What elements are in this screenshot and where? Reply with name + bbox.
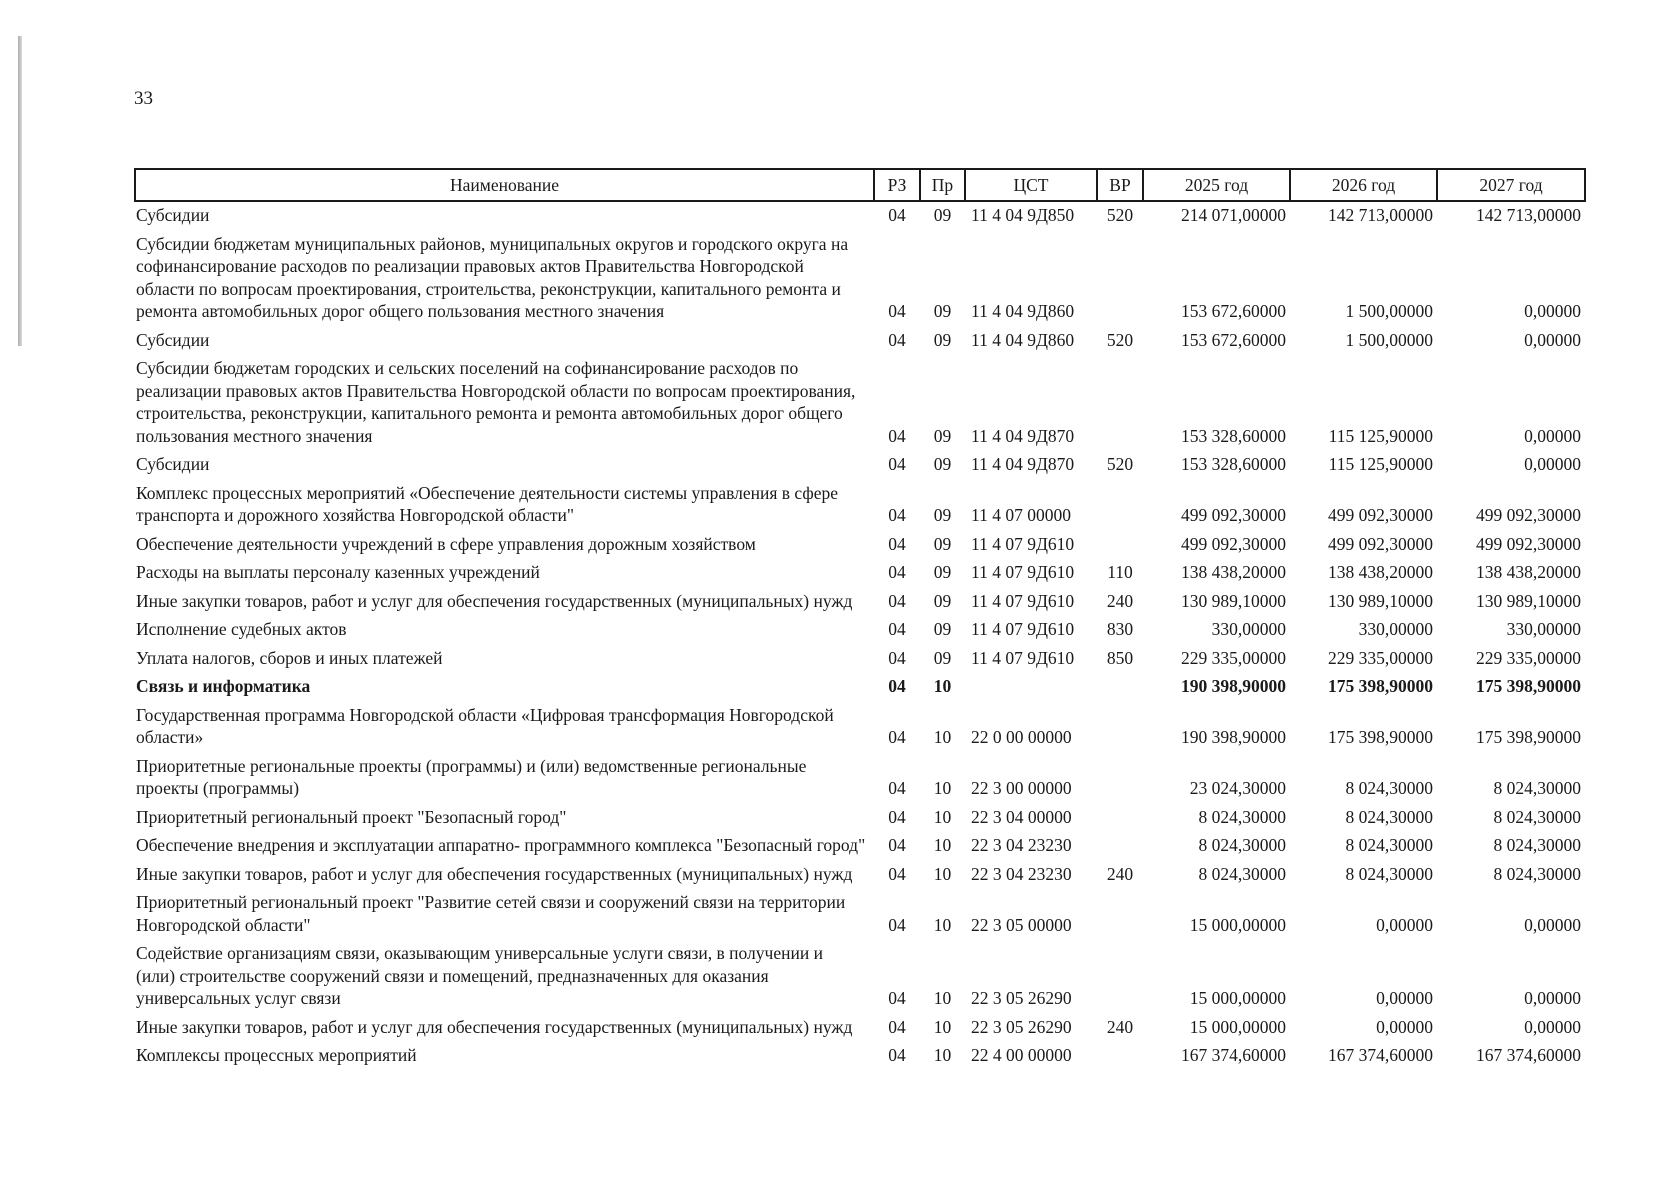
row-pr: 09 [933,647,952,668]
row-pr: 10 [933,835,952,855]
row-name: Уплата налогов, сборов и иных платежей [136,647,443,668]
row-2025: 130 989,10000 [1181,590,1286,611]
row-rz: 04 [888,835,906,855]
header-name: Наименование [135,169,874,201]
header-2025: 2025 год [1143,169,1290,201]
scan-edge [18,36,22,346]
row-rz: 04 [888,988,906,1008]
row-2026: 330,00000 [1358,619,1433,639]
row-2027: 499 092,30000 [1476,505,1581,525]
row-2027: 0,00000 [1524,425,1581,446]
row-vr [1097,531,1143,560]
row-name: Расходы на выплаты персоналу казенных учреждений [136,562,540,582]
row-vr: 850 [1106,647,1134,668]
row-rz: 04 [888,562,906,582]
row-rz: 04 [888,301,906,321]
row-vr [1097,753,1143,804]
row-rz: 04 [888,425,906,446]
row-rz: 04 [888,727,906,747]
row-pr: 10 [933,778,952,798]
row-2025: 190 398,90000 [1181,676,1286,696]
row-vr: 240 [1106,590,1134,611]
row-2025: 153 672,60000 [1181,329,1286,350]
row-2026: 8 024,30000 [1345,835,1433,855]
row-2025: 190 398,90000 [1181,727,1286,747]
row-rz: 04 [888,1045,906,1065]
row-rz: 04 [888,619,906,639]
row-rz: 04 [888,505,906,525]
row-2025: 153 328,60000 [1181,454,1286,474]
row-pr: 10 [933,1045,952,1065]
row-cst: 11 4 04 9Д870 [971,425,1075,446]
row-2027: 142 713,00000 [1476,205,1581,225]
table-row [135,861,1585,890]
table-row [135,1042,1585,1071]
row-2026: 167 374,60000 [1328,1045,1433,1065]
table-row [135,480,1585,531]
row-pr: 10 [933,988,952,1008]
row-2025: 8 024,30000 [1198,835,1286,855]
row-name: Государственная программа Новгородской области «Цифровая трансформация Новгородской области» [136,704,834,747]
row-2025: 15 000,00000 [1189,988,1286,1008]
row-vr: 830 [1106,619,1134,639]
row-vr [1097,889,1143,940]
header-vr: ВР [1097,169,1143,201]
table-row [135,355,1585,451]
row-cst: 22 3 05 26290 [971,1016,1072,1037]
row-cst: 22 3 04 00000 [971,806,1072,827]
row-rz: 04 [888,806,906,827]
row-vr: 520 [1106,205,1134,225]
row-2025: 15 000,00000 [1189,1016,1286,1037]
row-rz: 04 [888,863,906,884]
row-2026: 229 335,00000 [1328,647,1433,668]
table-row [135,201,1585,231]
table-header [135,169,1585,201]
header-rz: РЗ [874,169,920,201]
row-vr: 240 [1106,863,1134,884]
row-rz: 04 [888,454,906,474]
header-2026: 2026 год [1290,169,1437,201]
row-2027: 0,00000 [1524,301,1581,321]
row-2027: 330,00000 [1506,619,1581,639]
row-name: Содействие организациям связи, оказывающим универсальные услуги связи, в получении и (или) строительстве сооружений связи и помещений, предназначенных для оказания универсальных услуг связи [136,943,823,1008]
row-2026: 1 500,00000 [1345,329,1433,350]
row-pr: 10 [933,676,952,696]
row-rz: 04 [888,778,906,798]
row-cst: 11 4 04 9Д860 [971,329,1075,350]
row-vr [1097,480,1143,531]
row-2027: 8 024,30000 [1493,863,1581,884]
row-2026: 499 092,30000 [1328,505,1433,525]
row-pr: 10 [933,806,952,827]
row-2027: 8 024,30000 [1493,806,1581,827]
row-pr: 10 [933,1016,952,1037]
row-cst: 11 4 04 9Д870 [971,454,1075,474]
table-row [135,231,1585,327]
row-2026: 8 024,30000 [1345,863,1433,884]
row-2027: 138 438,20000 [1476,562,1581,582]
row-pr: 09 [933,329,952,350]
row-2026: 175 398,90000 [1328,676,1433,696]
row-2025: 138 438,20000 [1181,562,1286,582]
row-vr: 240 [1106,1016,1134,1037]
row-2026: 115 125,90000 [1328,425,1433,446]
row-vr [1097,940,1143,1014]
row-2025: 499 092,30000 [1181,533,1286,554]
row-2027: 0,00000 [1524,988,1581,1008]
row-cst: 22 3 04 23230 [971,835,1072,855]
row-name: Комплексы процессных мероприятий [136,1045,417,1065]
row-name: Обеспечение деятельности учреждений в сфере управления дорожным хозяйством [136,533,756,554]
row-name: Иные закупки товаров, работ и услуг для обеспечения государственных (муниципальных) нужд [136,1016,853,1037]
header-pr: Пр [920,169,965,201]
row-name: Субсидии [136,329,210,350]
table-row [135,588,1585,617]
row-2026: 115 125,90000 [1328,454,1433,474]
row-cst [965,673,1097,702]
row-rz: 04 [888,533,906,554]
row-pr: 09 [933,619,952,639]
row-2026: 0,00000 [1376,988,1433,1008]
row-name: Субсидии [136,205,210,225]
row-cst: 22 3 05 26290 [971,988,1072,1008]
header-row [135,169,1585,201]
row-rz: 04 [888,329,906,350]
row-2027: 130 989,10000 [1476,590,1581,611]
row-vr [1097,673,1143,702]
row-2026: 8 024,30000 [1345,806,1433,827]
row-vr [1097,804,1143,833]
row-name: Субсидии бюджетам городских и сельских поселений на софинансирование расходов по реализации правовых актов Правительства Новгородской области по вопросам проектирования, строительства, реконструкции, капитального ремонта и ремонта автомобильных дорог общего пользования местного значения [136,358,856,446]
header-2027: 2027 год [1437,169,1585,201]
row-name: Субсидии [136,454,210,474]
table-body [135,201,1585,1071]
row-2027: 175 398,90000 [1476,727,1581,747]
row-name: Приоритетные региональные проекты (программы) и (или) ведомственные региональные проекты (программы) [136,755,807,798]
row-2027: 0,00000 [1524,1016,1581,1037]
header-cst: ЦСТ [965,169,1097,201]
table-row [135,645,1585,674]
row-name: Субсидии бюджетам муниципальных районов, муниципальных округов и городского округа на софинансирование расходов по реализации правовых актов Правительства Новгородской области по вопросам проектирования, строительства, реконструкции, капитального ремонта и ремонта автомобильных дорог общего пользования местного значения [136,233,849,321]
page-number: 33 [134,88,153,109]
row-rz: 04 [888,205,906,225]
row-2027: 175 398,90000 [1476,676,1581,696]
row-cst: 11 4 07 00000 [971,505,1071,525]
row-name: Приоритетный региональный проект "Развитие сетей связи и сооружений связи на территории Новгородской области" [136,892,846,935]
row-2026: 130 989,10000 [1328,590,1433,611]
row-2026: 175 398,90000 [1328,727,1433,747]
table-row [135,327,1585,356]
row-pr: 09 [933,205,952,225]
row-2025: 499 092,30000 [1181,505,1286,525]
row-pr: 09 [933,533,952,554]
table-row [135,889,1585,940]
table-row [135,616,1585,645]
table-row [135,753,1585,804]
row-cst: 11 4 07 9Д610 [971,590,1075,611]
row-name: Иные закупки товаров, работ и услуг для обеспечения государственных (муниципальных) нужд [136,590,853,611]
row-vr [1097,832,1143,861]
table-row [135,804,1585,833]
row-cst: 11 4 07 9Д610 [971,647,1075,668]
row-vr [1097,702,1143,753]
row-2027: 8 024,30000 [1493,835,1581,855]
row-pr: 09 [933,301,952,321]
row-2026: 1 500,00000 [1345,301,1433,321]
row-2027: 167 374,60000 [1476,1045,1581,1065]
row-2027: 8 024,30000 [1493,778,1581,798]
table-row [135,940,1585,1014]
row-cst: 22 3 04 23230 [971,863,1072,884]
row-2025: 153 328,60000 [1181,425,1286,446]
row-cst: 11 4 04 9Д860 [971,301,1075,321]
row-2025: 23 024,30000 [1189,778,1286,798]
row-pr: 10 [933,727,952,747]
row-2025: 8 024,30000 [1198,806,1286,827]
table-row [135,673,1585,702]
row-vr [1097,231,1143,327]
row-2025: 153 672,60000 [1181,301,1286,321]
row-pr: 09 [933,505,952,525]
row-2027: 499 092,30000 [1476,533,1581,554]
row-name: Связь и информатика [136,676,311,696]
row-rz: 04 [888,914,906,935]
row-rz: 04 [888,1016,906,1037]
row-rz: 04 [888,676,906,696]
row-pr: 09 [933,590,952,611]
row-vr: 110 [1107,562,1133,582]
row-2025: 8 024,30000 [1198,863,1286,884]
row-pr: 09 [933,454,952,474]
row-rz: 04 [888,647,906,668]
row-pr: 10 [933,914,952,935]
row-name: Комплекс процессных мероприятий «Обеспечение деятельности системы управления в сфере транспорта и дорожного хозяйства Новгородской области" [136,482,839,525]
table-row [135,702,1585,753]
budget-table [134,168,1586,1071]
row-2026: 138 438,20000 [1328,562,1433,582]
table-row [135,451,1585,480]
row-2026: 499 092,30000 [1328,533,1433,554]
row-2027: 0,00000 [1524,914,1581,935]
row-name: Иные закупки товаров, работ и услуг для обеспечения государственных (муниципальных) нужд [136,863,853,884]
row-cst: 22 0 00 00000 [971,727,1072,747]
row-cst: 11 4 07 9Д610 [971,619,1075,639]
row-2025: 15 000,00000 [1189,914,1286,935]
row-name: Исполнение судебных актов [136,619,347,639]
row-name: Обеспечение внедрения и эксплуатации аппаратно- программного комплекса "Безопасный город" [136,835,866,855]
row-2026: 0,00000 [1376,1016,1433,1037]
row-vr: 520 [1106,329,1134,350]
row-2025: 330,00000 [1211,619,1286,639]
row-cst: 22 4 00 00000 [971,1045,1072,1065]
table-row [135,531,1585,560]
row-2026: 142 713,00000 [1328,205,1433,225]
row-2025: 229 335,00000 [1181,647,1286,668]
row-vr: 520 [1106,454,1134,474]
row-name: Приоритетный региональный проект "Безопасный город" [136,806,567,827]
row-2025: 167 374,60000 [1181,1045,1286,1065]
row-cst: 11 4 04 9Д850 [971,205,1075,225]
table-row [135,559,1585,588]
row-2026: 0,00000 [1376,914,1433,935]
row-pr: 09 [933,425,952,446]
row-pr: 10 [933,863,952,884]
row-vr [1097,355,1143,451]
row-cst: 11 4 07 9Д610 [971,533,1075,554]
row-rz: 04 [888,590,906,611]
row-2027: 229 335,00000 [1476,647,1581,668]
row-cst: 22 3 00 00000 [971,778,1072,798]
row-vr [1097,1042,1143,1071]
row-pr: 09 [933,562,952,582]
table-row [135,1014,1585,1043]
row-2027: 0,00000 [1524,329,1581,350]
row-2025: 214 071,00000 [1181,205,1286,225]
row-cst: 22 3 05 00000 [971,914,1072,935]
row-cst: 11 4 07 9Д610 [971,562,1075,582]
row-2027: 0,00000 [1524,454,1581,474]
table-row [135,832,1585,861]
row-2026: 8 024,30000 [1345,778,1433,798]
